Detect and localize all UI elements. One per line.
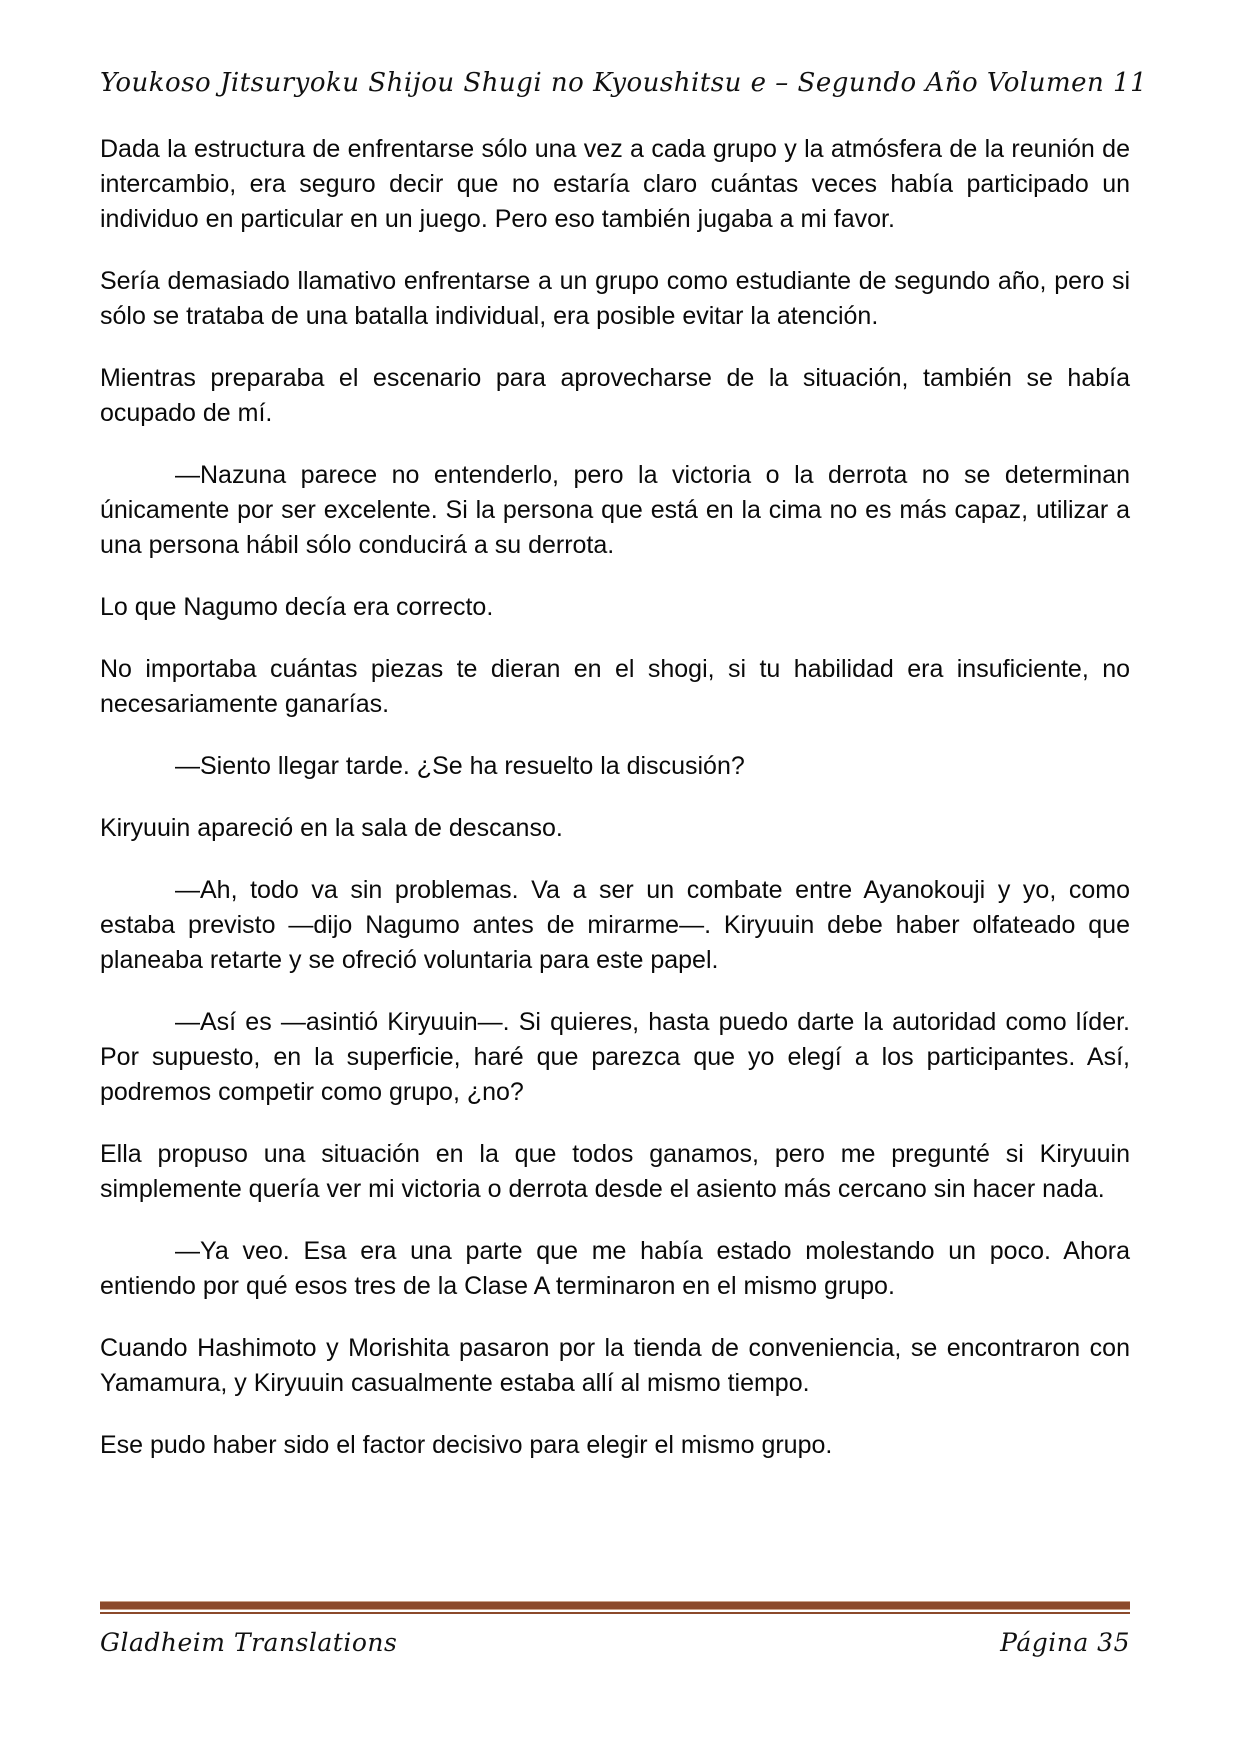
paragraph: Kiryuuin apareció en la sala de descanso. xyxy=(100,814,563,842)
paragraph: Ella propuso una situación en la que todos ganamos, pero me pregunté si Kiryuuin simplemente quería ver mi victoria o derrota desde el asiento más cercano sin hacer nada. xyxy=(100,1140,1130,1203)
page-header-title: Youkoso Jitsuryoku Shijou Shugi no Kyoushitsu e – Segundo Año Volumen 11 xyxy=(100,68,1148,98)
paragraph: Lo que Nagumo decía era correcto. xyxy=(100,593,494,621)
paragraph: —Siento llegar tarde. ¿Se ha resuelto la discusión? xyxy=(175,752,745,780)
paragraph: Mientras preparaba el escenario para aprovecharse de la situación, también se había ocupado de mí. xyxy=(100,364,1130,427)
footer-translator-credit: Gladheim Translations xyxy=(100,1628,398,1657)
paragraph: Dada la estructura de enfrentarse sólo una vez a cada grupo y la atmósfera de la reunión de intercambio, era seguro decir que no estaría claro cuántas veces había participado un individuo en particular en un juego. Pero eso también jugaba a mi favor. xyxy=(100,135,1130,233)
paragraph: Ese pudo haber sido el factor decisivo para elegir el mismo grupo. xyxy=(100,1431,833,1459)
paragraph: —Nazuna parece no entenderlo, pero la victoria o la derrota no se determinan únicamente por ser excelente. Si la persona que está en la cima no es más capaz, utilizar a una persona hábil sólo conducirá a su derrota. xyxy=(100,461,1130,559)
paragraph: Cuando Hashimoto y Morishita pasaron por la tienda de conveniencia, se encontraron con Yamamura, y Kiryuuin casualmente estaba allí al mismo tiempo. xyxy=(100,1334,1130,1397)
paragraph: No importaba cuántas piezas te dieran en el shogi, si tu habilidad era insuficiente, no necesariamente ganarías. xyxy=(100,655,1130,718)
footer-rule-thin xyxy=(100,1612,1130,1614)
paragraph: Sería demasiado llamativo enfrentarse a un grupo como estudiante de segundo año, pero si sólo se trataba de una batalla individual, era posible evitar la atención. xyxy=(100,267,1130,330)
paragraph: —Ah, todo va sin problemas. Va a ser un combate entre Ayanokouji y yo, como estaba previsto —dijo Nagumo antes de mirarme—. Kiryuuin debe haber olfateado que planeaba retarte y se ofreció voluntaria para este papel. xyxy=(100,876,1130,974)
paragraph: —Así es —asintió Kiryuuin—. Si quieres, hasta puedo darte la autoridad como líder. Por supuesto, en la superficie, haré que parezca que yo elegí a los participantes. Así, podremos competir como grupo, ¿no? xyxy=(100,1008,1130,1106)
document-body xyxy=(100,132,1130,1490)
page-footer xyxy=(100,1601,1130,1657)
footer-page-number: Página 35 xyxy=(1000,1628,1130,1657)
footer-rule-thick xyxy=(100,1601,1130,1610)
paragraph: —Ya veo. Esa era una parte que me había estado molestando un poco. Ahora entiendo por qué esos tres de la Clase A terminaron en el mismo grupo. xyxy=(100,1237,1130,1300)
